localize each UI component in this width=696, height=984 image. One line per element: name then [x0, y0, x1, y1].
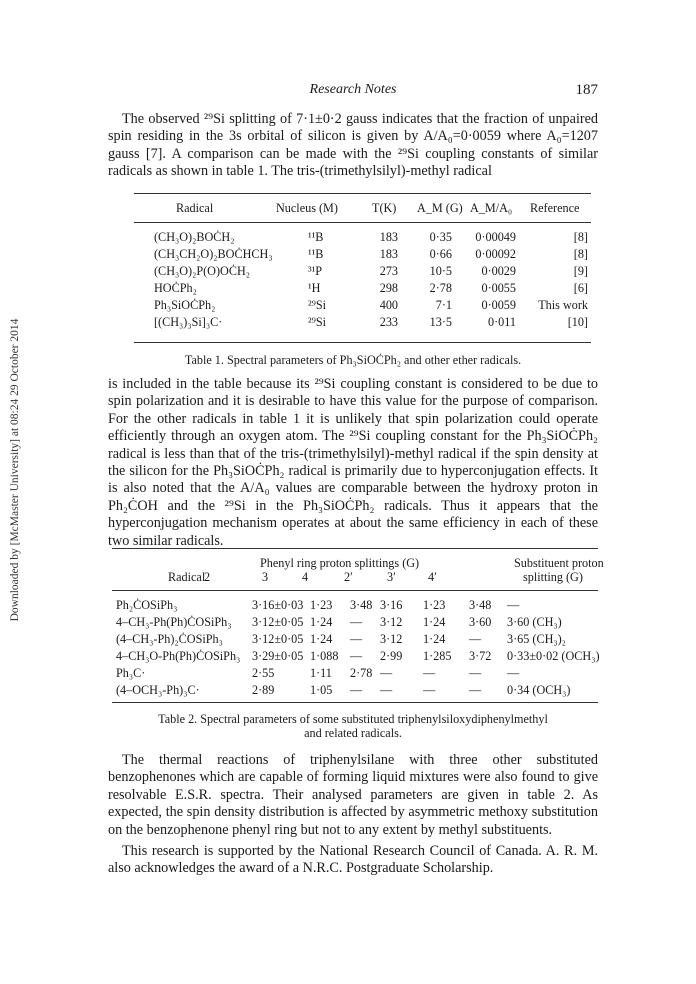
table1-cell-temp: 233 — [379, 315, 398, 329]
table2-body — [112, 598, 598, 698]
table2-cell-value: 1·23 — [310, 598, 333, 612]
table2-top-rule — [112, 548, 598, 549]
table2-cell-value: 3·12±0·05 — [252, 632, 304, 646]
paragraph-3: The thermal reactions of triphenylsilane with three other substituted benzophenones which are capable of forming liquid mixtures were also found to give resolvable E.S.R. spectra. Their analysed parameters are given in table 2. As expected, the spin density distribution is affected by asymmetric methoxy substitution on the benzophenone phenyl ring but not to any extent by methyl substituents. — [108, 752, 598, 838]
table2-caption-line2: and related radicals. — [304, 726, 402, 740]
table1-cell-radical: (CH₃O)₂BOĊH₂ — [154, 230, 235, 244]
table2-cell-value: 3·16 — [380, 598, 403, 612]
table1-bottom-rule — [134, 342, 591, 343]
table1-cell-am: 0·66 — [429, 247, 452, 261]
table2-cell-value: 2·55 — [252, 666, 275, 680]
table2-cell-value: 3·12 — [380, 615, 403, 629]
table1-cell-nucleus: ³¹P — [308, 264, 323, 278]
running-title: Research Notes — [309, 82, 397, 97]
table2-cell-value: — — [380, 683, 393, 697]
table2-cell-value: — — [350, 649, 363, 663]
table1-cell-am: 0·35 — [429, 230, 452, 244]
table1-header-row — [138, 201, 588, 221]
table2-group-header: Phenyl ring proton splittings (G) — [260, 556, 420, 570]
table2-cell-value: 1·05 — [310, 683, 333, 697]
table2-cell-value: 3·65 (CH₃)₂ — [507, 632, 566, 646]
table2-cell-value: 3·48 — [469, 598, 492, 612]
table1-header-temp: T(K) — [372, 201, 397, 215]
table2-cell-value: 3·72 — [469, 649, 492, 663]
table2-caption-line1: Table 2. Spectral parameters of some substituted triphenylsiloxydiphenylmethyl — [158, 712, 548, 726]
table2-cell-value: 1·24 — [310, 632, 333, 646]
table1-cell-am: 10·5 — [429, 264, 452, 278]
table2-cell-value: 3·48 — [350, 598, 373, 612]
table2-cell-value: 3·60 — [469, 615, 492, 629]
table2-header-rule — [112, 590, 598, 591]
table1-header-reference: Reference — [530, 201, 580, 215]
table2-cell-value: — — [507, 598, 520, 612]
table2-cell-value: — — [423, 683, 436, 697]
table2-cell-value: 2·89 — [252, 683, 275, 697]
table2-cell-value: 2·78 — [350, 666, 373, 680]
table2-cell-value: — — [350, 683, 363, 697]
page-number: 187 — [575, 82, 598, 98]
table2-cell-value: 1·24 — [310, 615, 333, 629]
table2-position-header: 4 — [302, 570, 309, 584]
table2-cell-value: — — [507, 666, 520, 680]
table1-cell-reference: [10] — [567, 315, 588, 329]
table1-cell-temp: 400 — [379, 298, 398, 312]
table1-cell-reference: [8] — [573, 247, 588, 261]
table2-bottom-rule — [112, 702, 598, 703]
table1-header-rule — [134, 222, 591, 223]
table2-cell-value: — — [469, 683, 482, 697]
table2-cell-value: — — [423, 666, 436, 680]
table1-cell-am: 13·5 — [429, 315, 452, 329]
table2-cell-value: 3·12±0·05 — [252, 615, 304, 629]
table2-cell-radical: 4–CH₃-Ph(Ph)ĊOSiPh₃ — [116, 615, 232, 629]
table1-top-rule — [134, 193, 591, 194]
table1-cell-am: 2·78 — [429, 281, 452, 295]
table2-radical-header: Radical — [168, 570, 206, 584]
table2-cell-value: — — [350, 615, 363, 629]
table2-position-header: 3 — [262, 570, 269, 584]
table2-position-header: 2′ — [344, 570, 353, 584]
table2-position-header: 4′ — [428, 570, 437, 584]
table2-cell-value: — — [350, 632, 363, 646]
table2-cell-value: 1·11 — [310, 666, 332, 680]
table1-cell-nucleus: ¹¹B — [308, 230, 324, 244]
table1-cell-ratio: 0·0059 — [481, 298, 516, 312]
table1-cell-reference: [8] — [573, 230, 588, 244]
table1-header-ratio: A_M/A₀ — [470, 201, 513, 215]
table1-header-nucleus: Nucleus (M) — [276, 201, 338, 215]
table2-cell-radical: 4–CH₃O-Ph(Ph)ĊOSiPh₃ — [116, 649, 241, 663]
download-watermark — [2, 240, 28, 700]
table2-cell-value: 1·24 — [423, 615, 446, 629]
paragraph-1: The observed ²⁹Si splitting of 7·1±0·2 gauss indicates that the fraction of unpaired spin residing in the 3s orbital of silicon is given by A/A₀=0·0059 where A₀=1207 gauss [7]. A comparison can be made with the ²⁹Si coupling constants of similar radicals as shown in table 1. The tris-(trimethylsilyl)-methyl radical — [108, 111, 598, 180]
paragraph-2: is included in the table because its ²⁹Si coupling constant is considered to be due to spin polarization and it is desirable to have this value for the purpose of comparison. For the other radicals in table 1 it is unlikely that spin polarization could operate efficiently through an oxygen atom. The ²⁹Si coupling constant for the Ph₃SiOĊPh₂ radical is less than that of the tris-(trimethylsilyl)-methyl radical if the spin density at the silicon for the Ph₃SiOĊPh₂ radical is primarily due to hyperconjugation effects. It is also noted that the A/A₀ values are comparable between the hydroxy proton in Ph₂ĊOH and the ²⁹Si in the Ph₃SiOĊPh₂ radicals. Thus it appears that the hyperconjugation mechanism operates at about the same efficiency in each of these two similar radicals. — [108, 376, 598, 549]
table1-cell-reference: [9] — [573, 264, 588, 278]
table2-cell-value: — — [469, 632, 482, 646]
table2-caption — [108, 712, 598, 740]
table1-cell-ratio: 0·0055 — [481, 281, 516, 295]
table2-cell-value: 0·34 (OCH₃) — [507, 683, 571, 697]
paragraph-4: This research is supported by the National Research Council of Canada. A. R. M. also acknowledges the award of a N.R.C. Postgraduate Scholarship. — [108, 843, 598, 877]
table2-cell-value: 3·29±0·05 — [252, 649, 304, 663]
table2-cell-value: 3·60 (CH₃) — [507, 615, 562, 629]
table1-cell-temp: 183 — [379, 230, 398, 244]
table2-cell-radical: (4–CH₃-Ph)₂ĊOSiPh₃ — [116, 632, 223, 646]
table2-cell-value: 1·285 — [423, 649, 452, 663]
table1-header-radical: Radical — [176, 201, 214, 215]
table2-cell-value: 1·23 — [423, 598, 446, 612]
table1-cell-nucleus: ¹H — [308, 281, 321, 295]
table1-cell-reference: This work — [538, 298, 588, 312]
table1-body — [138, 230, 588, 340]
table2-cell-value: — — [380, 666, 393, 680]
table2-position-header: 3′ — [387, 570, 396, 584]
table2-cell-value: 3·16±0·03 — [252, 598, 304, 612]
table2-substituent-header: Substituent proton — [514, 556, 604, 570]
table2-cell-value: — — [469, 666, 482, 680]
table1-cell-radical: Ph₃SiOĊPh₂ — [154, 298, 216, 312]
table1-cell-temp: 298 — [379, 281, 398, 295]
table2-cell-radical: Ph₃C· — [116, 666, 146, 680]
table2-cell-value: 3·12 — [380, 632, 403, 646]
download-watermark-text: Downloaded by [McMaster University] at 08:24 29 October 2014 — [9, 318, 21, 622]
table1-cell-nucleus: ¹¹B — [308, 247, 324, 261]
table1-cell-temp: 183 — [379, 247, 398, 261]
table1-caption: Table 1. Spectral parameters of Ph₃SiOĊPh₂ and other ether radicals. — [184, 353, 522, 367]
table1-cell-nucleus: ²⁹Si — [308, 298, 327, 312]
table2-substituent-header-2: splitting (G) — [523, 570, 583, 584]
table2-position-header: 2 — [204, 570, 211, 584]
table2-cell-value: 2·99 — [380, 649, 403, 663]
table2-cell-value: 1·24 — [423, 632, 446, 646]
table1-cell-radical: (CH₃CH₂O)₂BOĊHCH₃ — [154, 247, 273, 261]
table1-cell-temp: 273 — [379, 264, 398, 278]
table2-cell-radical: Ph₂ĊOSiPh₃ — [116, 598, 178, 612]
table1-cell-reference: [6] — [573, 281, 588, 295]
table1-cell-radical: HOĊPh₂ — [154, 281, 197, 295]
running-header — [108, 82, 598, 102]
table1-cell-radical: [(CH₃)₃Si]₃C· — [154, 315, 223, 329]
table2-cell-value: 0·33±0·02 (OCH₃) — [507, 649, 600, 663]
table1-cell-am: 7·1 — [435, 298, 452, 312]
table1-header-am: A_M (G) — [417, 201, 463, 215]
table1-cell-nucleus: ²⁹Si — [308, 315, 327, 329]
table1-cell-ratio: 0·011 — [488, 315, 516, 329]
table2-cell-radical: (4–OCH₃-Ph)₃C· — [116, 683, 200, 697]
table1-cell-ratio: 0·00049 — [475, 230, 516, 244]
table1-cell-ratio: 0·00092 — [475, 247, 516, 261]
table1-cell-ratio: 0·0029 — [481, 264, 516, 278]
table2-cell-value: 1·088 — [310, 649, 339, 663]
table1-cell-radical: (CH₃O)₂P(O)OĊH₂ — [154, 264, 251, 278]
